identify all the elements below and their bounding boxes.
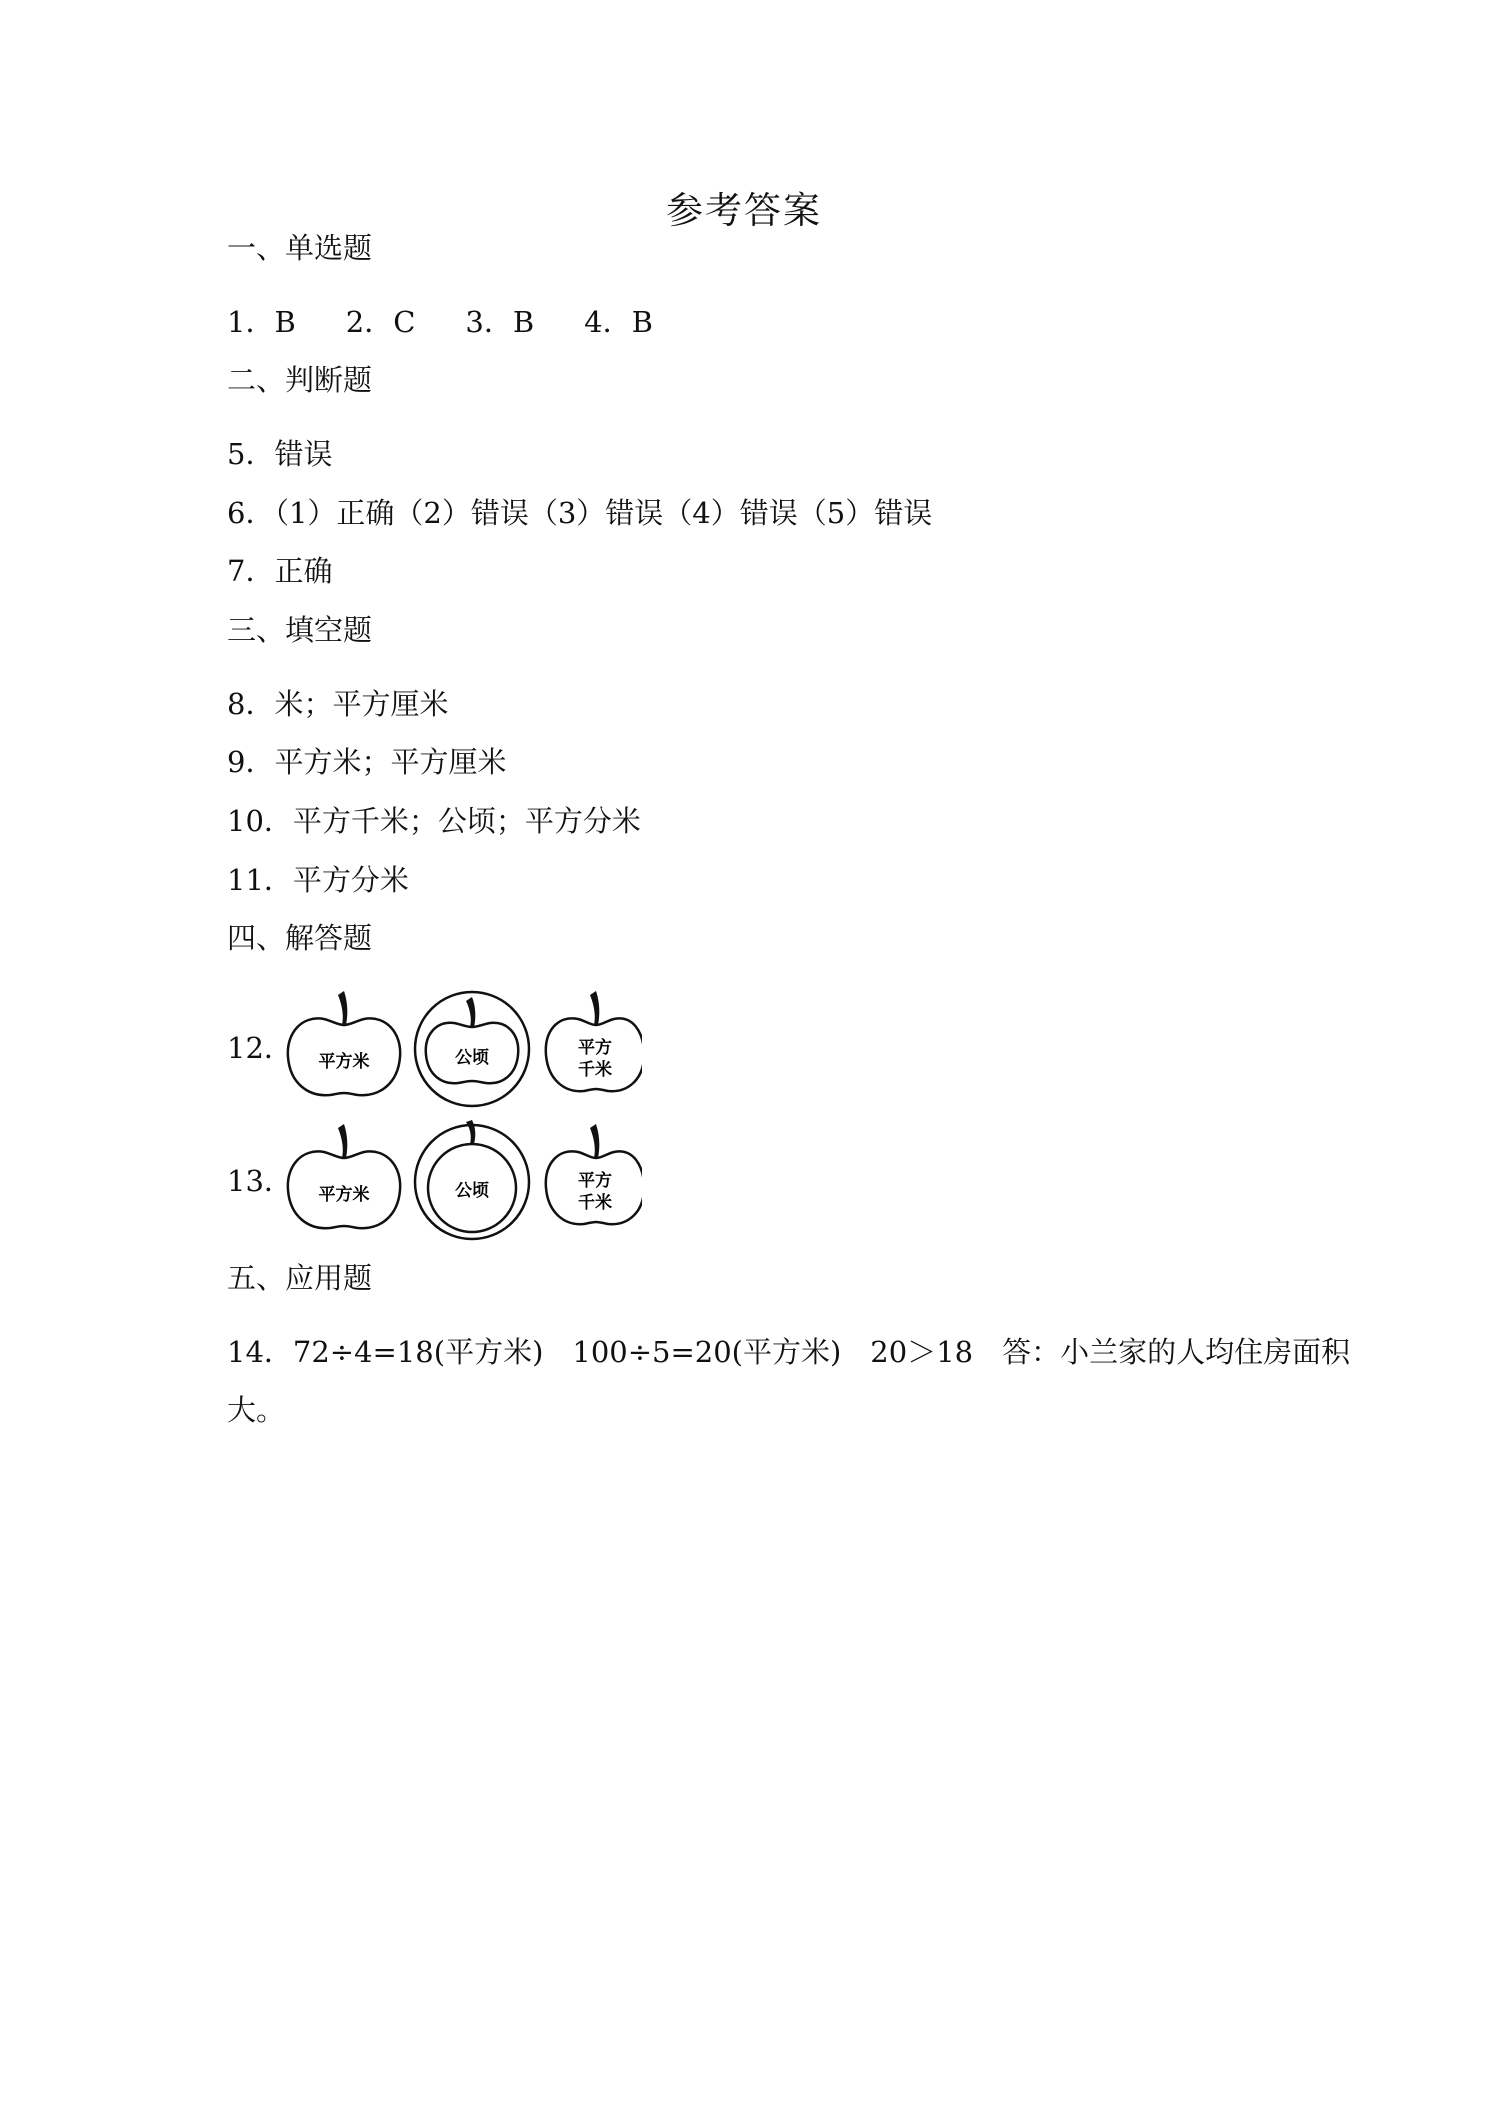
- answer-8: 8．米；平方厘米: [227, 687, 449, 721]
- answer-5: 5．错误: [227, 437, 333, 471]
- answer-9: 9．平方米；平方厘米: [227, 745, 507, 779]
- answer-2: 2．C: [345, 305, 416, 339]
- apple-figures: [282, 1118, 642, 1243]
- answer-13: [227, 1118, 1127, 1258]
- apple-square-kilometer: [546, 1124, 642, 1224]
- answer-14-line2: 大。: [227, 1393, 286, 1427]
- question-number: 13．: [227, 1164, 293, 1198]
- answer-3: 3．B: [465, 305, 535, 339]
- apple-label: 平方: [578, 1038, 612, 1058]
- section-heading-application: 五、应用题: [227, 1261, 373, 1295]
- answer-10: 10．平方千米；公顷；平方分米: [227, 804, 641, 838]
- section-heading-single-choice: 一、单选题: [227, 231, 373, 265]
- apple-label: 平方: [578, 1171, 612, 1191]
- answer-1: 1．B: [227, 305, 296, 339]
- section-heading-solve: 四、解答题: [227, 921, 373, 955]
- page-title: 参考答案: [666, 189, 822, 232]
- answer-11: 11．平方分米: [227, 863, 409, 897]
- apple-label: 千米: [578, 1060, 612, 1080]
- section-heading-true-false: 二、判断题: [227, 363, 373, 397]
- apple-square-meter: [288, 991, 400, 1095]
- apple-label: 千米: [578, 1193, 612, 1213]
- answer-6: 6．（1）正确（2）错误（3）错误（4）错误（5）错误: [227, 496, 933, 530]
- apple-label: 公顷: [455, 1181, 489, 1201]
- answer-7: 7．正确: [227, 554, 333, 588]
- question-number: 12．: [227, 1031, 293, 1065]
- apple-label: 平方米: [318, 1185, 370, 1205]
- apple-label: 平方米: [318, 1052, 370, 1072]
- apple-label: 公顷: [455, 1048, 489, 1068]
- apple-figures: [282, 985, 642, 1110]
- apple-square-meter: [288, 1124, 400, 1228]
- answer-14-line1: 14．72÷4=18(平方米) 100÷5=20(平方米) 20＞18 答：小兰家的人均住房面积: [227, 1335, 1351, 1369]
- apple-hectare: [415, 1120, 529, 1239]
- answers-1-4: [227, 302, 703, 342]
- apple-square-kilometer: [546, 991, 642, 1091]
- apple-hectare: [415, 992, 529, 1106]
- answer-4: 4．B: [584, 305, 653, 339]
- answer-12: [227, 985, 1127, 1125]
- section-heading-fill-blank: 三、填空题: [227, 613, 373, 647]
